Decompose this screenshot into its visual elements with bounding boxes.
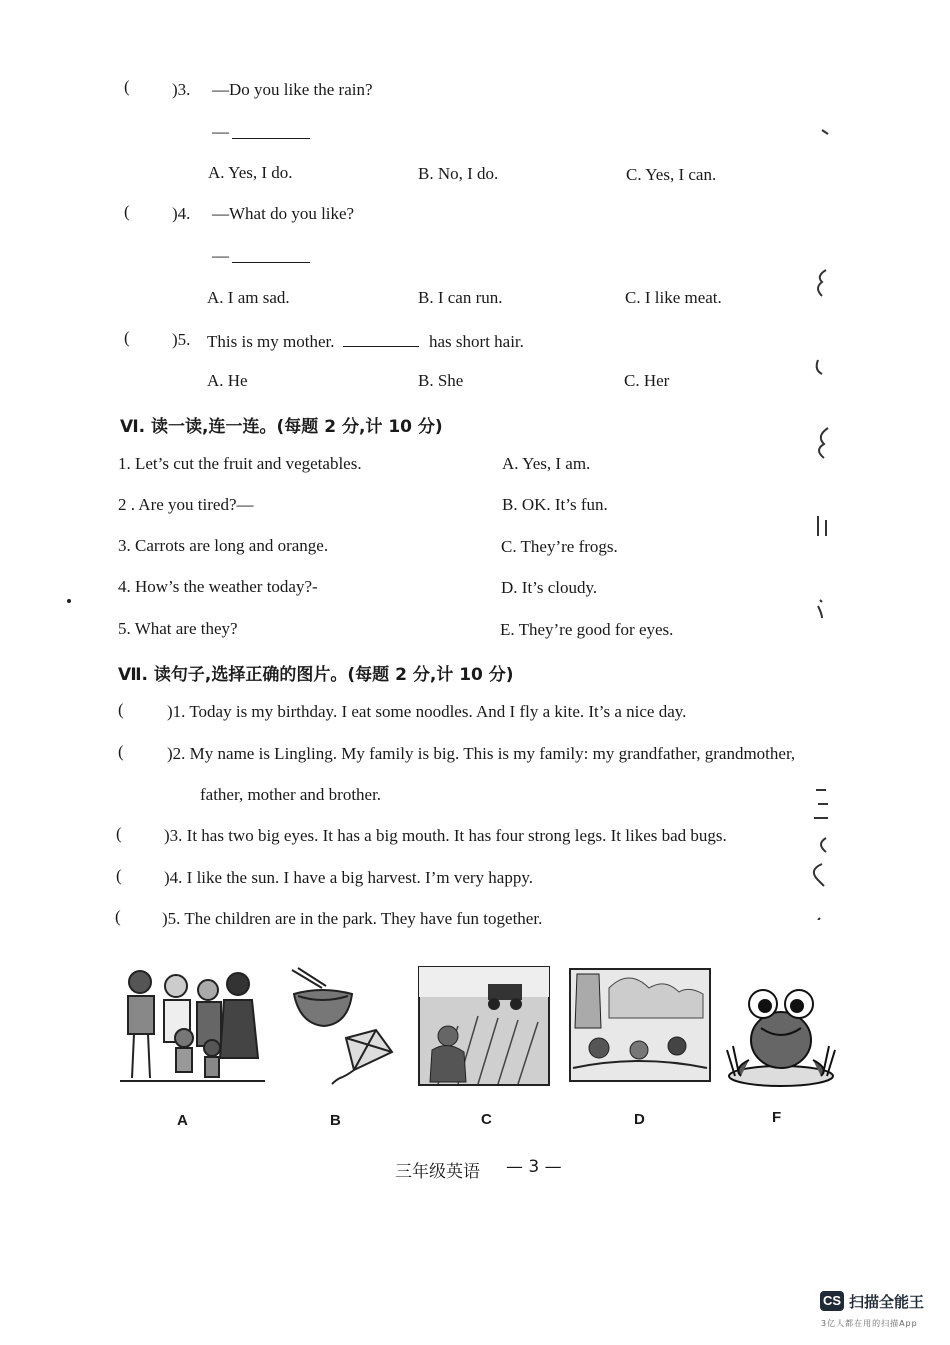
picture-label-d: D bbox=[634, 1111, 645, 1128]
camscanner-tagline: 3亿人都在用的扫描App bbox=[821, 1319, 918, 1328]
q5-option-b[interactable]: B. She bbox=[418, 371, 464, 390]
q4-option-a[interactable]: A. I am sad. bbox=[207, 288, 290, 307]
park-picture[interactable] bbox=[569, 968, 711, 1082]
section7-item1-paren: ( bbox=[118, 700, 124, 719]
frog-picture[interactable] bbox=[723, 980, 841, 1090]
q3-number: )3. bbox=[172, 80, 191, 99]
q4-number: )4. bbox=[172, 204, 191, 223]
q4-option-c[interactable]: C. I like meat. bbox=[625, 288, 722, 307]
q3-option-b[interactable]: B. No, I do. bbox=[418, 164, 499, 183]
q5-prompt-after: has short hair. bbox=[429, 332, 524, 351]
section6-right-b[interactable]: B. OK. It’s fun. bbox=[502, 495, 608, 514]
picture-label-f: F bbox=[772, 1109, 782, 1126]
section6-right-d[interactable]: D. It’s cloudy. bbox=[501, 578, 598, 597]
q4-answer-blank[interactable] bbox=[232, 248, 310, 263]
q3-answer-blank[interactable] bbox=[232, 124, 310, 139]
q4-option-b[interactable]: B. I can run. bbox=[418, 288, 503, 307]
margin-dot bbox=[66, 598, 72, 604]
family-picture[interactable] bbox=[120, 966, 265, 1088]
q3-option-a[interactable]: A. Yes, I do. bbox=[208, 163, 293, 182]
section7-item5-paren: ( bbox=[115, 907, 121, 926]
section7-item2: )2. My name is Lingling. My family is big. This is my family: my grandfather, grandmother, bbox=[167, 744, 796, 763]
section6-right-c[interactable]: C. They’re frogs. bbox=[501, 537, 618, 556]
picture-label-c: C bbox=[481, 1111, 492, 1128]
section7-item4: )4. I like the sun. I have a big harvest. I’m very happy. bbox=[164, 868, 534, 887]
q5-paren: ( bbox=[124, 328, 130, 347]
q3-option-c[interactable]: C. Yes, I can. bbox=[626, 165, 717, 184]
section7-item2-cont: father, mother and brother. bbox=[200, 785, 382, 804]
noodles-kite-picture[interactable] bbox=[288, 966, 396, 1088]
section7-item5: )5. The children are in the park. They have fun together. bbox=[162, 909, 543, 928]
section7-item4-paren: ( bbox=[116, 866, 122, 885]
picture-label-a: A bbox=[177, 1112, 188, 1129]
q4-answer-dash: — bbox=[212, 246, 229, 265]
section7-title: Ⅶ. 读句子,选择正确的图片。(每题 2 分,计 10 分) bbox=[118, 665, 514, 685]
q5-prompt-before: This is my mother. bbox=[207, 332, 335, 351]
picture-label-b: B bbox=[330, 1112, 341, 1129]
section7-item3: )3. It has two big eyes. It has a big mouth. It has four strong legs. It likes bad bugs. bbox=[164, 826, 727, 845]
section7-item3-paren: ( bbox=[116, 824, 122, 843]
section6-title: Ⅵ. 读一读,连一连。(每题 2 分,计 10 分) bbox=[120, 417, 443, 437]
q3-answer-dash: — bbox=[212, 122, 229, 141]
margin-scribbles bbox=[800, 120, 840, 920]
q5-option-c[interactable]: C. Her bbox=[624, 371, 670, 390]
q3-paren: ( bbox=[124, 77, 130, 96]
section6-left-3[interactable]: 3. Carrots are long and orange. bbox=[118, 536, 329, 555]
section6-left-1[interactable]: 1. Let’s cut the fruit and vegetables. bbox=[118, 454, 362, 473]
section6-left-2[interactable]: 2 . Are you tired?— bbox=[118, 495, 254, 514]
section7-item1: )1. Today is my birthday. I eat some noodles. And I fly a kite. It’s a nice day. bbox=[167, 702, 687, 721]
section6-left-5[interactable]: 5. What are they? bbox=[118, 619, 238, 638]
q5-option-a[interactable]: A. He bbox=[207, 371, 248, 390]
q3-prompt: —Do you like the rain? bbox=[212, 80, 373, 99]
section6-right-a[interactable]: A. Yes, I am. bbox=[502, 454, 591, 473]
section7-item2-paren: ( bbox=[118, 742, 124, 761]
q5-number: )5. bbox=[172, 330, 191, 349]
camscanner-name: 扫描全能王 bbox=[849, 1293, 925, 1311]
q5-prompt bbox=[207, 330, 524, 352]
q5-blank[interactable] bbox=[343, 330, 419, 347]
camscanner-logo-icon: CS bbox=[820, 1291, 844, 1311]
footer-subject: 三年级英语 bbox=[395, 1162, 480, 1182]
q4-paren: ( bbox=[124, 202, 130, 221]
section6-left-4[interactable]: 4. How’s the weather today?- bbox=[118, 577, 318, 596]
footer-page-number: — 3 — bbox=[506, 1157, 562, 1177]
q4-prompt: —What do you like? bbox=[212, 204, 355, 223]
section6-right-e[interactable]: E. They’re good for eyes. bbox=[500, 620, 674, 639]
harvest-picture[interactable] bbox=[418, 966, 550, 1086]
